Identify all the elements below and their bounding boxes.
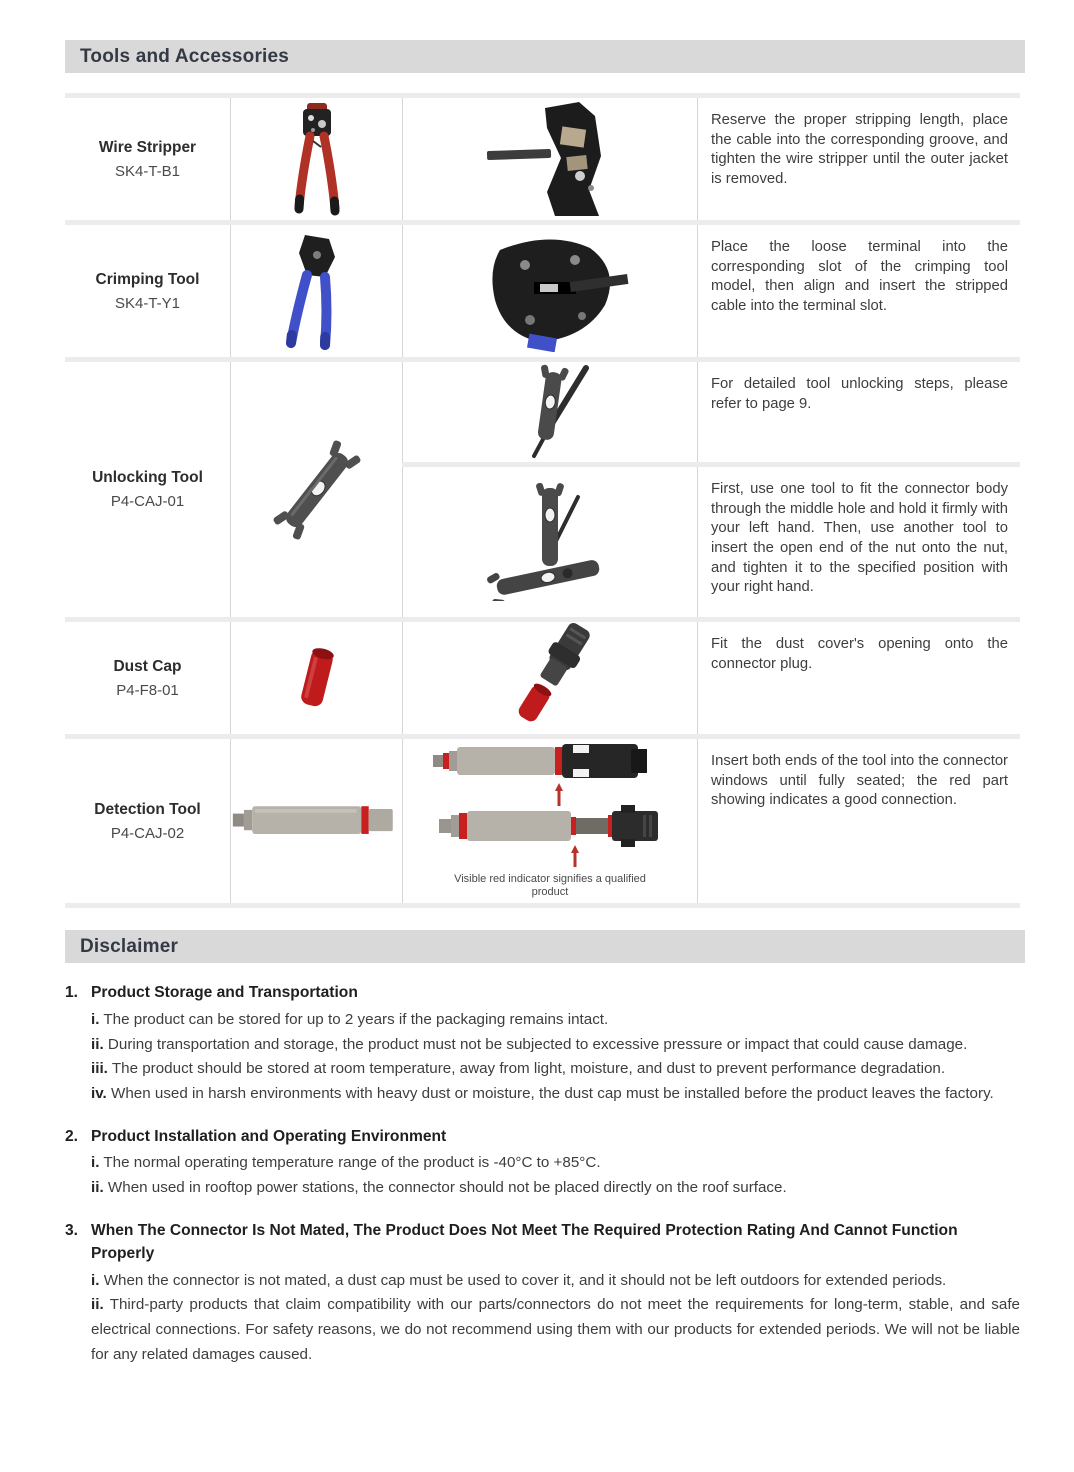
tool-description-cell bbox=[697, 622, 1020, 734]
tool-name-cell bbox=[65, 98, 230, 220]
tool-name-cell bbox=[65, 622, 230, 734]
crimping-tool-image bbox=[267, 231, 367, 351]
unlocking-tool-usage-image-1 bbox=[490, 364, 610, 460]
disclaimer-item: ii. Third-party products that claim compatibility with our parts/connectors do not meet the requirements for long-term, stable, and safe electrical connections. For safety reasons, we do not recommend using them with our products for extended periods. We will not be liable for any related damages caused. bbox=[91, 1296, 1021, 1363]
tool-description-cell bbox=[697, 362, 1020, 462]
usage-image-cell bbox=[402, 98, 697, 220]
red-arrow-icon bbox=[555, 783, 563, 791]
tool-image-cell bbox=[230, 362, 402, 617]
disclaimer-item: iii. The product should be stored at room temperature, away from light, moisture, and dust to prevent performance degradation. bbox=[91, 1060, 946, 1078]
dust-cap-usage-image bbox=[500, 622, 600, 734]
disclaimer-item: i. The normal operating temperature range of the product is -40°C to +85°C. bbox=[91, 1154, 601, 1172]
tool-description: First, use one tool to fit the connector body through the middle hole and hold it firmly with your left hand. Then, use another tool to insert the open end of the nut onto the nut, and tighten it to the specified position with your right hand. bbox=[711, 481, 1008, 596]
section-header-tools bbox=[65, 40, 1025, 73]
tool-model: SK4-T-B1 bbox=[114, 162, 181, 180]
usage-image-cell bbox=[402, 467, 697, 617]
dust-cap-image bbox=[292, 642, 342, 714]
tool-name: Crimping Tool bbox=[95, 270, 200, 288]
tools-table bbox=[65, 93, 1020, 908]
detection-tool-usage-image bbox=[425, 743, 675, 871]
usage-image-cell bbox=[402, 739, 697, 903]
tool-description: Place the loose terminal into the corresponding slot of the crimping tool model, then align and insert the stripped cable into the terminal slot. bbox=[711, 239, 1008, 315]
tool-name: Wire Stripper bbox=[98, 138, 197, 156]
usage-caption: Visible red indicator signifies a qualified product bbox=[454, 873, 646, 899]
crimping-tool-usage-image bbox=[470, 230, 630, 352]
tool-name: Dust Cap bbox=[113, 657, 182, 675]
disclaimer-title: Product Storage and Transportation bbox=[91, 984, 358, 1002]
tool-description: For detailed tool unlocking steps, please refer to page 9. bbox=[711, 376, 1008, 412]
tool-name-cell bbox=[65, 739, 230, 903]
disclaimer-item: ii. When used in rooftop power stations, the connector should not be placed directly on the roof surface. bbox=[91, 1178, 787, 1196]
wire-stripper-image bbox=[277, 101, 357, 217]
tool-model: P4-F8-01 bbox=[116, 681, 179, 699]
tool-description-cell bbox=[697, 98, 1020, 220]
disclaimer-number: 1. bbox=[65, 984, 79, 1002]
unlocking-usage-group bbox=[402, 362, 1020, 617]
tool-name: Detection Tool bbox=[94, 800, 201, 818]
tool-image-cell bbox=[230, 739, 402, 903]
tools-section-title: Tools and Accessories bbox=[80, 45, 290, 67]
tool-description-cell bbox=[697, 225, 1020, 357]
disclaimer-item: i. The product can be stored for up to 2 years if the packaging remains intact. bbox=[91, 1010, 609, 1028]
table-row-detection-tool bbox=[65, 734, 1020, 903]
disclaimer-items bbox=[91, 1269, 1020, 1368]
unlocking-usage-subrow-2 bbox=[402, 462, 1020, 617]
tool-image-cell bbox=[230, 622, 402, 734]
tool-model: SK4-T-Y1 bbox=[114, 294, 181, 312]
tool-description: Insert both ends of the tool into the connector windows until fully seated; the red part showing indicates a good connection. bbox=[711, 753, 1008, 809]
disclaimer-heading bbox=[65, 981, 1020, 1004]
tool-name: Unlocking Tool bbox=[92, 469, 203, 486]
disclaimer-heading bbox=[65, 1219, 1020, 1266]
red-arrow-icon bbox=[571, 845, 579, 853]
disclaimer-item: i. When the connector is not mated, a dust cap must be used to cover it, and it should not be left outdoors for extended periods. bbox=[91, 1271, 947, 1289]
unlocking-tool-image bbox=[271, 430, 363, 550]
tool-image-cell bbox=[230, 225, 402, 357]
usage-image-cell bbox=[402, 362, 697, 462]
disclaimer-block-3 bbox=[65, 1219, 1020, 1368]
unlocking-usage-subrow-1 bbox=[402, 362, 1020, 462]
table-row-dust-cap bbox=[65, 617, 1020, 734]
disclaimer-heading bbox=[65, 1125, 1020, 1148]
disclaimer-items bbox=[91, 1151, 1020, 1201]
disclaimer-section bbox=[65, 930, 1020, 1367]
disclaimer-block-1 bbox=[65, 981, 1020, 1106]
disclaimer-section-title: Disclaimer bbox=[80, 935, 179, 957]
detection-tool-image bbox=[231, 793, 402, 849]
tool-model: P4-CAJ-02 bbox=[110, 824, 185, 842]
disclaimer-number: 2. bbox=[65, 1127, 79, 1145]
tool-description-cell bbox=[697, 739, 1020, 903]
disclaimer-item: iv. When used in harsh environments with heavy dust or moisture, the dust cap must be installed before the product leaves the factory. bbox=[91, 1085, 994, 1103]
wire-stripper-usage-image bbox=[483, 100, 618, 218]
table-row-crimping-tool bbox=[65, 220, 1020, 357]
disclaimer-number: 3. bbox=[65, 1221, 79, 1239]
tool-description: Fit the dust cover's opening onto the connector plug. bbox=[711, 636, 1008, 672]
table-row-wire-stripper bbox=[65, 93, 1020, 220]
tool-description: Reserve the proper stripping length, place the cable into the corresponding groove, and tighten the wire stripper until the outer jacket is removed. bbox=[711, 112, 1008, 188]
disclaimer-title: Product Installation and Operating Environment bbox=[91, 1127, 447, 1145]
tool-description-cell bbox=[697, 467, 1020, 617]
unlocking-tool-usage-image-2 bbox=[480, 483, 620, 601]
tool-name-cell bbox=[65, 225, 230, 357]
usage-image-cell bbox=[402, 622, 697, 734]
tool-image-cell bbox=[230, 98, 402, 220]
section-header-disclaimer bbox=[65, 930, 1025, 963]
disclaimer-items bbox=[91, 1008, 1020, 1107]
tool-name-cell bbox=[65, 362, 230, 617]
disclaimer-title: When The Connector Is Not Mated, The Product Does Not Meet The Required Protection Rating And Cannot Function Properly bbox=[91, 1221, 958, 1263]
disclaimer-item: ii. During transportation and storage, the product must not be subjected to excessive pressure or impact that could cause damage. bbox=[91, 1035, 968, 1053]
usage-image-cell bbox=[402, 225, 697, 357]
disclaimer-block-2 bbox=[65, 1125, 1020, 1201]
table-row-unlocking-tool bbox=[65, 357, 1020, 617]
tool-model: P4-CAJ-01 bbox=[110, 493, 185, 510]
